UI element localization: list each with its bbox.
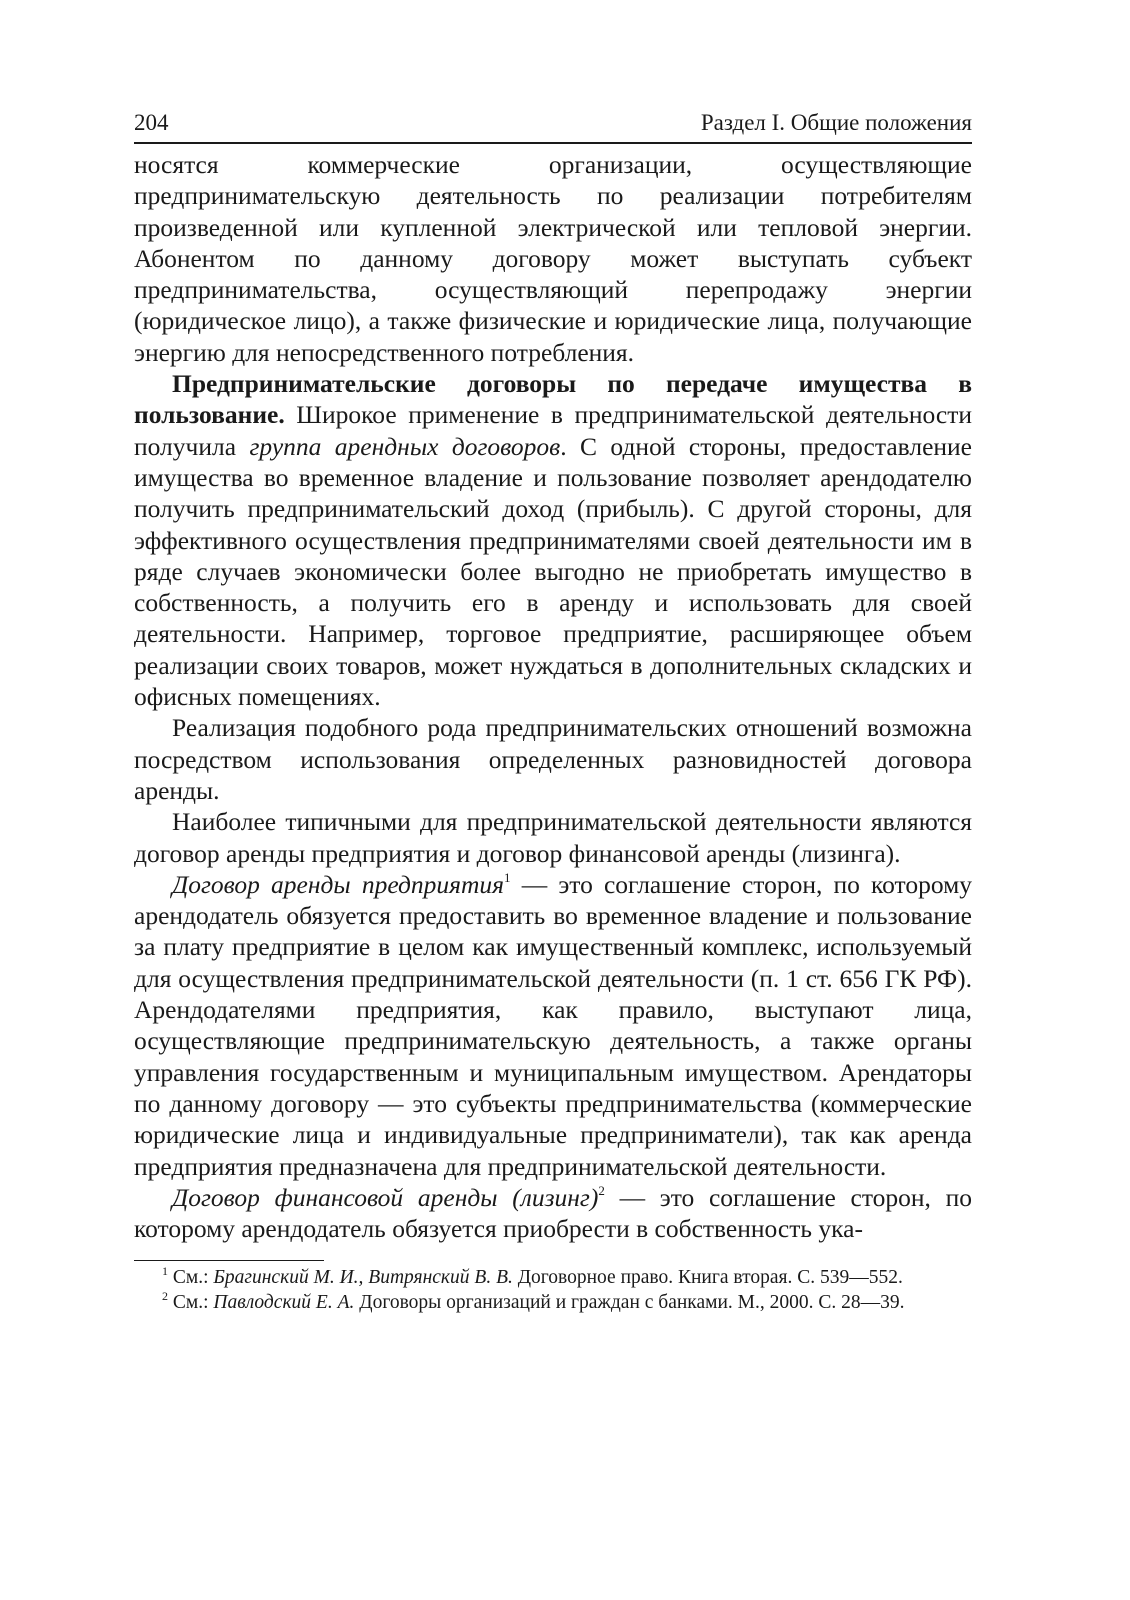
footnote-divider: [134, 1260, 324, 1261]
footnotes: [134, 1265, 972, 1315]
footnote-ref[interactable]: 2: [598, 1182, 605, 1198]
section-title: Раздел I. Общие положения: [700, 110, 972, 135]
paragraph: Предпринимательские договоры по передаче имущества в пользование. Широкое применение в предпринимательской деятельности получила группа арендных договоров. С одной стороны, предоставление имущества во временное владение и пользование позволяет арендодателю получить предпринимательский доход (прибыль). С другой стороны, для эффективного осуществления предпринимателями своей деятельности им в ряде случаев экономически более выгодно не приобретать имущество в собственность, а получить его в аренду и использовать для своей деятельности. Например, торговое предприятие, расширяющее объем реализации своих товаров, может нуждаться в дополнительных складских и офисных помещениях.: [134, 369, 973, 712]
run-in-heading: Предпринимательские договоры по передаче имущества в пользование.: [134, 369, 972, 430]
paragraph: Реализация подобного рода предпринимательских отношений возможна посредством использования определенных разновидностей договора аренды.: [134, 713, 972, 805]
footnote: $^1$ См.: Брагинский М. И., Витрянский В. В. Договорное право. Книга вторая. С. 539—552.: [162, 1264, 903, 1289]
paragraph: Договор аренды предприятия$^1$ — это соглашение сторон, по которому арендодатель обязуется предоставить во временное владение и пользование за плату предприятие в целом как имущественный комплекс, используемый для осуществления предпринимательской деятельности (п. 1 ст. 656 ГК РФ). Арендодателями предприятия, как правило, выступают лица, осуществляющие предпринимательскую деятельность, а также органы управления государственным и муниципальным имуществом. Арендаторы по данному договору — это субъекты предпринимательства (коммерческие юридические лица и индивидуальные предприниматели), так как аренда предприятия предназначена для предпринимательской деятельности.: [134, 869, 973, 1181]
book-page: [134, 108, 972, 1315]
paragraph: носятся коммерческие организации, осуществляющие предпринимательскую деятельность по реализации потребителям произведенной или купленной электрической или тепловой энергии. Абонентом по данному договору может выступать субъект предпринимательства, осуществляющий перепродажу энергии (юридическое лицо), а также физические и юридические лица, получающие энергию для непосредственного потребления.: [134, 150, 972, 367]
footnote-ref[interactable]: 1: [504, 869, 511, 885]
footnote-mark: 2: [162, 1289, 168, 1304]
footnote-mark: 1: [162, 1264, 168, 1279]
running-head: [134, 108, 972, 144]
footnote-authors: Павлодский Е. А.: [213, 1292, 355, 1314]
body-text: [134, 149, 972, 1244]
footnote: $^2$ См.: Павлодский Е. А. Договоры организаций и граждан с банками. М., 2000. С. 28—39.: [162, 1289, 905, 1314]
term: Договор финансовой аренды (лизинг): [172, 1182, 599, 1212]
paragraph: Договор финансовой аренды (лизинг)$^2$ — это соглашение сторон, по которому арендодатель обязуется приобрести в собственность ука-: [134, 1182, 973, 1244]
paragraph: Наиболее типичными для предпринимательской деятельности являются договор аренды предприятия и договор финансовой аренды (лизинга).: [134, 807, 972, 868]
page-number: 204: [134, 110, 169, 135]
emphasis: группа арендных договоров: [249, 431, 561, 461]
term: Договор аренды предприятия: [172, 869, 505, 899]
footnote-authors: Брагинский М. И., Витрянский В. В.: [213, 1267, 513, 1289]
